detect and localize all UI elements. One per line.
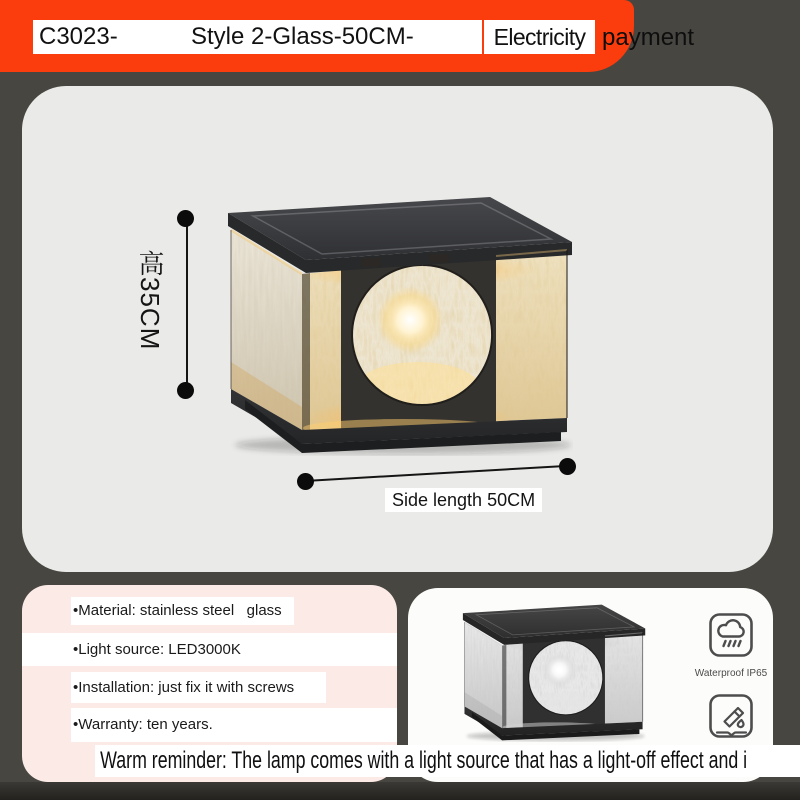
title-box — [33, 20, 482, 54]
style-label: Style 2-Glass-50CM- — [191, 23, 414, 50]
product-image — [222, 192, 574, 458]
spec-row-warranty: •Warranty: ten years. — [71, 708, 397, 742]
rain-cloud-icon — [708, 612, 754, 658]
spec-row-installation: •Installation: just fix it with screws — [71, 672, 326, 703]
product-thumbnail — [460, 602, 646, 743]
reminder-text: Warm reminder: The lamp comes with a light source that has a light-off effect and i — [100, 747, 748, 774]
bottom-shade — [0, 782, 800, 800]
height-dot-top — [177, 210, 194, 227]
payment-label: payment — [602, 24, 695, 51]
waterproof-label: Waterproof IP65 — [694, 668, 768, 679]
model-code: C3023- — [39, 23, 118, 50]
reminder-bar — [95, 745, 800, 777]
spec-row-material: •Material: stainless steel glass — [71, 597, 294, 625]
spec-row-light-source: •Light source: LED3000K — [22, 633, 397, 666]
product-panel — [22, 86, 773, 572]
payment-highlight-box: Electricity — [484, 20, 595, 54]
height-dimension-line — [186, 219, 188, 391]
height-dot-bottom — [177, 382, 194, 399]
side-dimension-line — [305, 465, 568, 482]
height-label: 高35CM — [135, 250, 165, 351]
anti-scratch-icon — [708, 693, 754, 739]
side-dot-left — [297, 473, 314, 490]
side-length-label: Side length 50CM — [385, 488, 542, 512]
side-dot-right — [559, 458, 576, 475]
